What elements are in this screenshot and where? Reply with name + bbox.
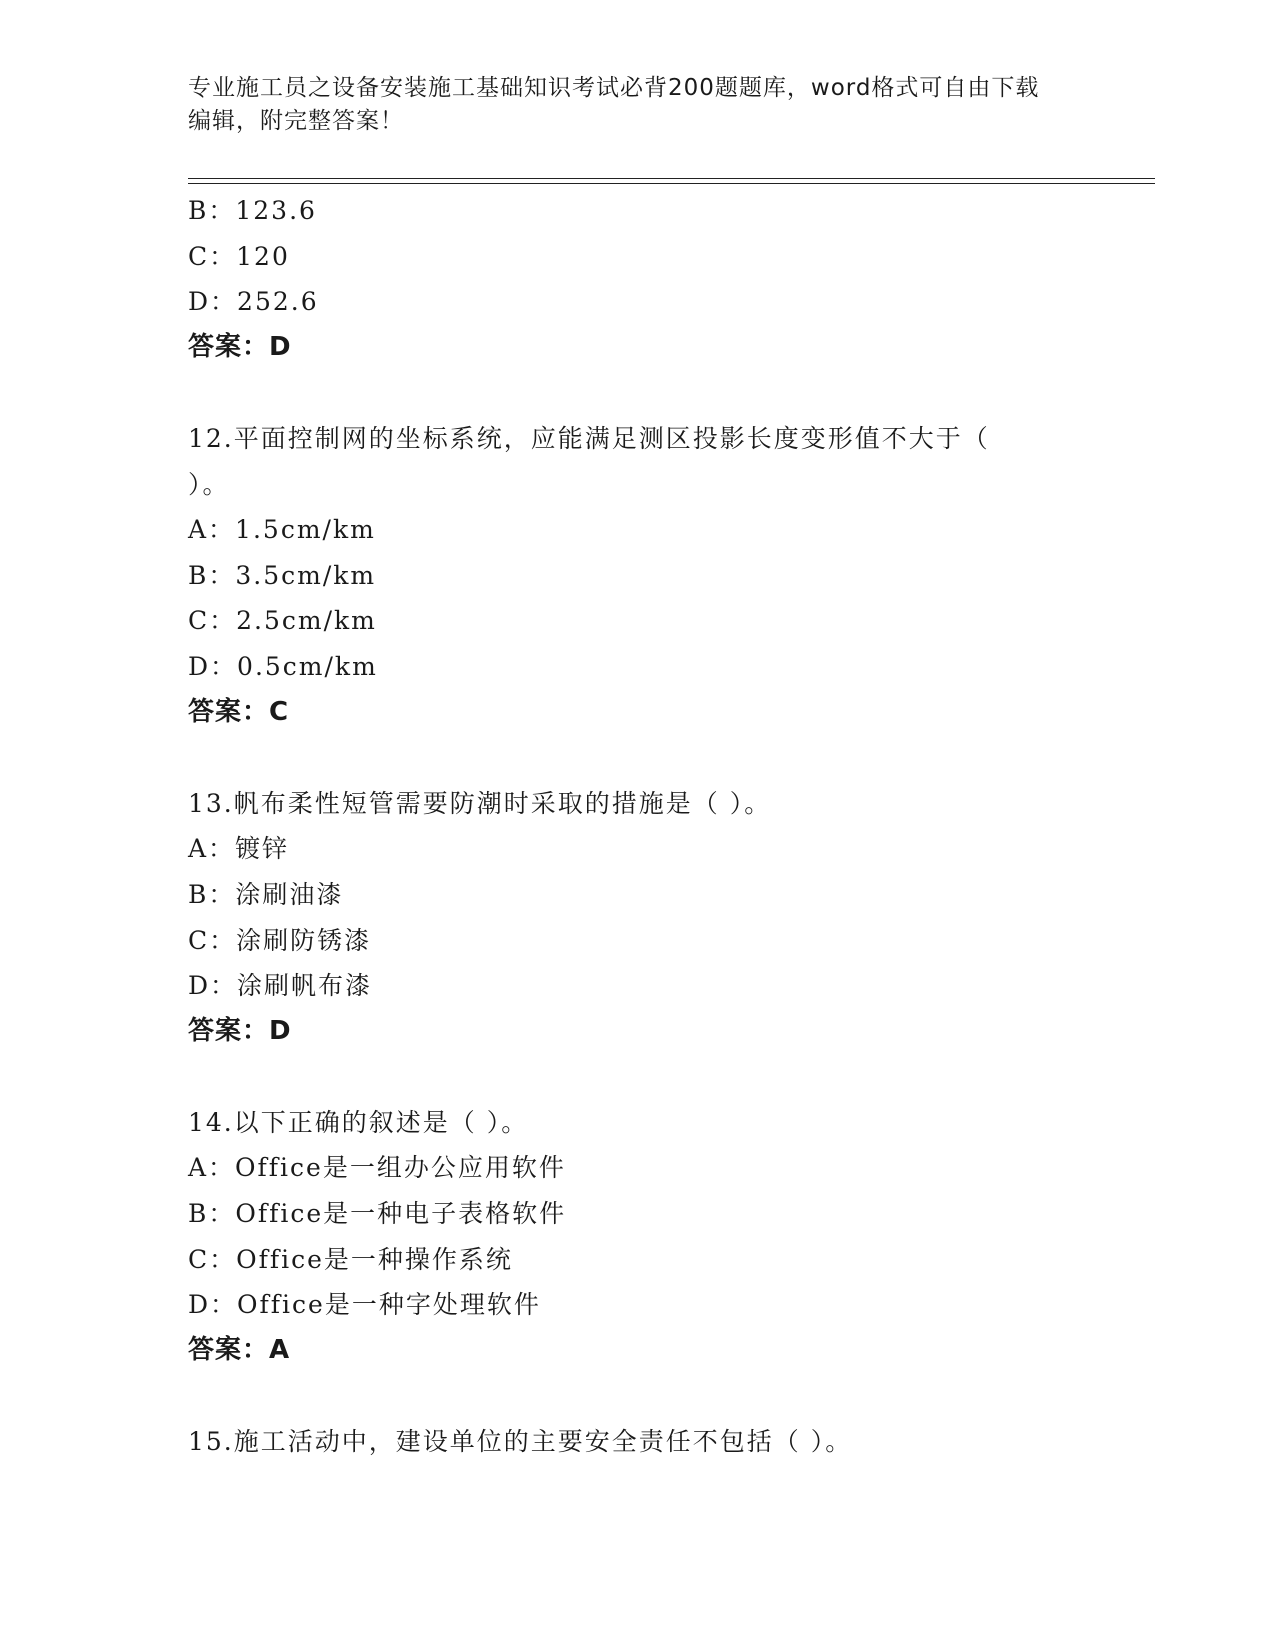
answer-label: 答案：A <box>188 1334 291 1365</box>
header-title-line-1: 专业施工员之设备安装施工基础知识考试必背200题题库，word格式可自由下载 <box>188 75 1040 101</box>
option-c: C：120 <box>188 241 290 271</box>
question-list <box>188 188 1088 1465</box>
option-b: B：涂刷油漆 <box>188 879 344 909</box>
question-15-stem: 15.施工活动中，建设单位的主要安全责任不包括（ ）。 <box>188 1427 853 1457</box>
option-b: B：3.5cm/km <box>188 560 377 590</box>
option-d: D：Office是一种字处理软件 <box>188 1290 541 1320</box>
option-c: C：涂刷防锈漆 <box>188 925 372 955</box>
question-14-stem: 14.以下正确的叙述是（ ）。 <box>188 1107 529 1137</box>
question-spacer <box>188 370 1088 416</box>
option-d: D：252.6 <box>188 287 319 317</box>
option-c: C：Office是一种操作系统 <box>188 1244 513 1274</box>
option-d: D：0.5cm/km <box>188 651 378 681</box>
document-header <box>188 72 1088 138</box>
question-spacer <box>188 1373 1088 1419</box>
question-12-stem: 12.平面控制网的坐标系统，应能满足测区投影长度变形值不大于（ <box>188 423 990 453</box>
option-a: A：镀锌 <box>188 834 290 864</box>
answer-label: 答案：D <box>188 331 292 362</box>
question-spacer <box>188 735 1088 781</box>
header-title-line-2: 编辑，附完整答案！ <box>188 108 404 134</box>
answer-label: 答案：C <box>188 696 290 727</box>
header-divider-top <box>188 178 1155 179</box>
option-d: D：涂刷帆布漆 <box>188 971 373 1001</box>
option-c: C：2.5cm/km <box>188 606 377 636</box>
question-12-stem-continued: ）。 <box>188 469 230 499</box>
option-b: B：123.6 <box>188 196 317 225</box>
header-divider-bottom <box>188 183 1155 184</box>
option-b: B：Office是一种电子表格软件 <box>188 1199 567 1229</box>
option-a: A：1.5cm/km <box>188 515 376 545</box>
option-a: A：Office是一组办公应用软件 <box>188 1153 566 1183</box>
question-13-stem: 13.帆布柔性短管需要防潮时采取的措施是（ ）。 <box>188 788 772 818</box>
question-spacer <box>188 1054 1088 1100</box>
answer-label: 答案：D <box>188 1015 292 1046</box>
